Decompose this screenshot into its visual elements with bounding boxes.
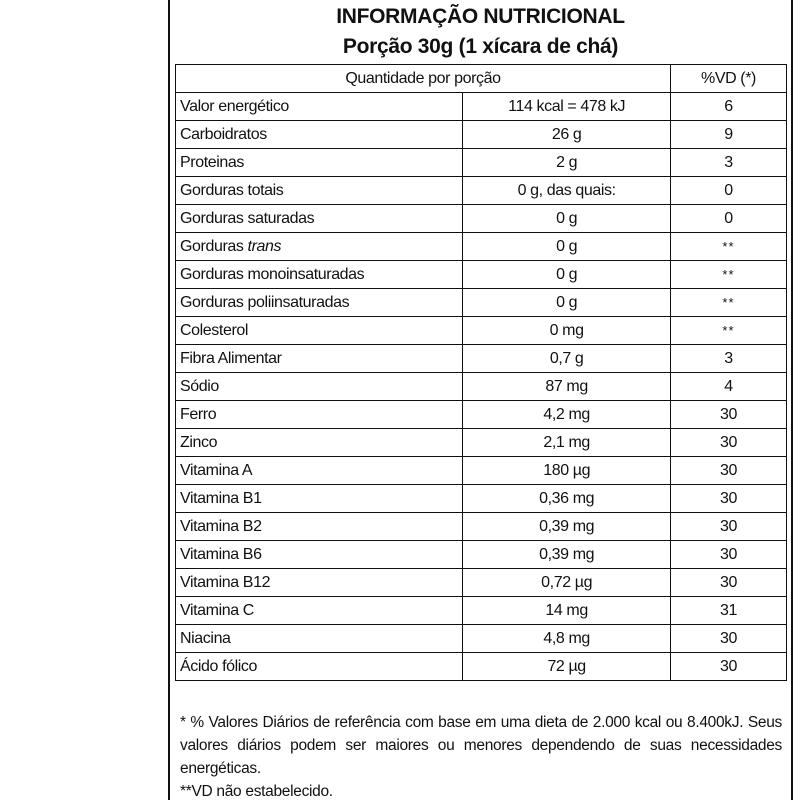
- nutrient-name: Ácido fólico: [176, 653, 463, 681]
- label-title: INFORMAÇÃO NUTRICIONAL: [336, 5, 625, 28]
- nutrient-vd: 30: [670, 569, 786, 597]
- nutrient-vd: 30: [670, 653, 786, 681]
- table-row: [176, 373, 787, 401]
- nutrient-vd: **: [670, 261, 786, 289]
- nutrient-name: Sódio: [176, 373, 463, 401]
- table-row: [176, 429, 787, 457]
- table-row: [176, 345, 787, 373]
- nutrient-amount: 0 mg: [463, 317, 671, 345]
- table-row: [176, 93, 787, 121]
- nutrient-name: Colesterol: [176, 317, 463, 345]
- nutrient-vd: 30: [670, 485, 786, 513]
- nutrient-name: Vitamina B12: [176, 569, 463, 597]
- nutrient-vd: 3: [670, 345, 786, 373]
- footnote-vd-not-established: **VD não estabelecido.: [180, 783, 333, 800]
- nutrient-amount: 0,39 mg: [463, 513, 671, 541]
- nutrient-name: Fibra Alimentar: [176, 345, 463, 373]
- table-row: [176, 261, 787, 289]
- nutrient-amount: 114 kcal = 478 kJ: [463, 93, 671, 121]
- quantity-header: Quantidade por porção: [176, 65, 671, 93]
- table-row: [176, 289, 787, 317]
- table-row: [176, 401, 787, 429]
- table-row: [176, 653, 787, 681]
- table-row: [176, 233, 787, 261]
- nutrient-name: Proteinas: [176, 149, 463, 177]
- nutrient-vd: 30: [670, 541, 786, 569]
- nutrient-amount: 72 µg: [463, 653, 671, 681]
- nutrient-name: Vitamina A: [176, 457, 463, 485]
- nutrient-vd: 0: [670, 177, 786, 205]
- footnote-vd-reference: * % Valores Diários de referência com base em uma dieta de 2.000 kcal ou 8.400kJ. Seus valores diários podem ser maiores ou menores dependendo de suas necessidades energéticas.: [180, 714, 782, 777]
- nutrient-amount: 0,39 mg: [463, 541, 671, 569]
- nutrient-vd: **: [670, 289, 786, 317]
- nutrient-amount: 4,8 mg: [463, 625, 671, 653]
- nutrient-name: Vitamina C: [176, 597, 463, 625]
- nutrient-amount: 0,7 g: [463, 345, 671, 373]
- nutrient-name: Vitamina B2: [176, 513, 463, 541]
- table-row: [176, 485, 787, 513]
- nutrient-name: Ferro: [176, 401, 463, 429]
- nutrient-amount: 0 g, das quais:: [463, 177, 671, 205]
- table-row: [176, 205, 787, 233]
- nutrient-vd: 30: [670, 401, 786, 429]
- nutrient-amount: 26 g: [463, 121, 671, 149]
- nutrient-amount: 0,36 mg: [463, 485, 671, 513]
- footnote: [180, 711, 782, 803]
- serving-size: Porção 30g (1 xícara de chá): [342, 35, 619, 58]
- table-row: [176, 569, 787, 597]
- nutrient-name: Gorduras poliinsaturadas: [176, 289, 463, 317]
- nutrient-vd: 3: [670, 149, 786, 177]
- table-row: [176, 541, 787, 569]
- nutrient-vd: 9: [670, 121, 786, 149]
- nutrient-name: Carboidratos: [176, 121, 463, 149]
- table-row: [176, 597, 787, 625]
- nutrient-vd: 4: [670, 373, 786, 401]
- nutrient-name: Vitamina B6: [176, 541, 463, 569]
- nutrient-vd: 0: [670, 205, 786, 233]
- nutrient-amount: 4,2 mg: [463, 401, 671, 429]
- nutrient-amount: 0 g: [463, 205, 671, 233]
- nutrient-amount: 0 g: [463, 233, 671, 261]
- nutrient-vd: 30: [670, 429, 786, 457]
- nutrient-name: Vitamina B1: [176, 485, 463, 513]
- nutrient-name: Gorduras totais: [176, 177, 463, 205]
- nutrient-name: Valor energético: [176, 93, 463, 121]
- nutrient-name: Niacina: [176, 625, 463, 653]
- table-row: [176, 121, 787, 149]
- nutrient-amount: 0 g: [463, 289, 671, 317]
- nutrient-vd: 31: [670, 597, 786, 625]
- nutrient-amount: 2 g: [463, 149, 671, 177]
- nutrient-vd: 30: [670, 513, 786, 541]
- nutrient-amount: 14 mg: [463, 597, 671, 625]
- nutrient-amount: 180 µg: [463, 457, 671, 485]
- nutrient-amount: 0,72 µg: [463, 569, 671, 597]
- nutrition-label: [168, 0, 793, 800]
- vd-header: %VD (*): [670, 65, 786, 93]
- nutrient-vd: 30: [670, 457, 786, 485]
- table-row: [176, 149, 787, 177]
- table-row: [176, 625, 787, 653]
- nutrient-amount: 87 mg: [463, 373, 671, 401]
- nutrient-name: Gorduras trans: [176, 233, 463, 261]
- nutrient-amount: 2,1 mg: [463, 429, 671, 457]
- nutrient-vd: **: [670, 233, 786, 261]
- nutrient-name: Zinco: [176, 429, 463, 457]
- table-header-row: [176, 65, 787, 93]
- table-row: [176, 457, 787, 485]
- nutrient-name: Gorduras monoinsaturadas: [176, 261, 463, 289]
- nutrition-table: [175, 64, 787, 681]
- nutrient-vd: **: [670, 317, 786, 345]
- nutrient-vd: 30: [670, 625, 786, 653]
- table-row: [176, 317, 787, 345]
- table-row: [176, 177, 787, 205]
- nutrient-amount: 0 g: [463, 261, 671, 289]
- nutrient-vd: 6: [670, 93, 786, 121]
- nutrient-name: Gorduras saturadas: [176, 205, 463, 233]
- table-row: [176, 513, 787, 541]
